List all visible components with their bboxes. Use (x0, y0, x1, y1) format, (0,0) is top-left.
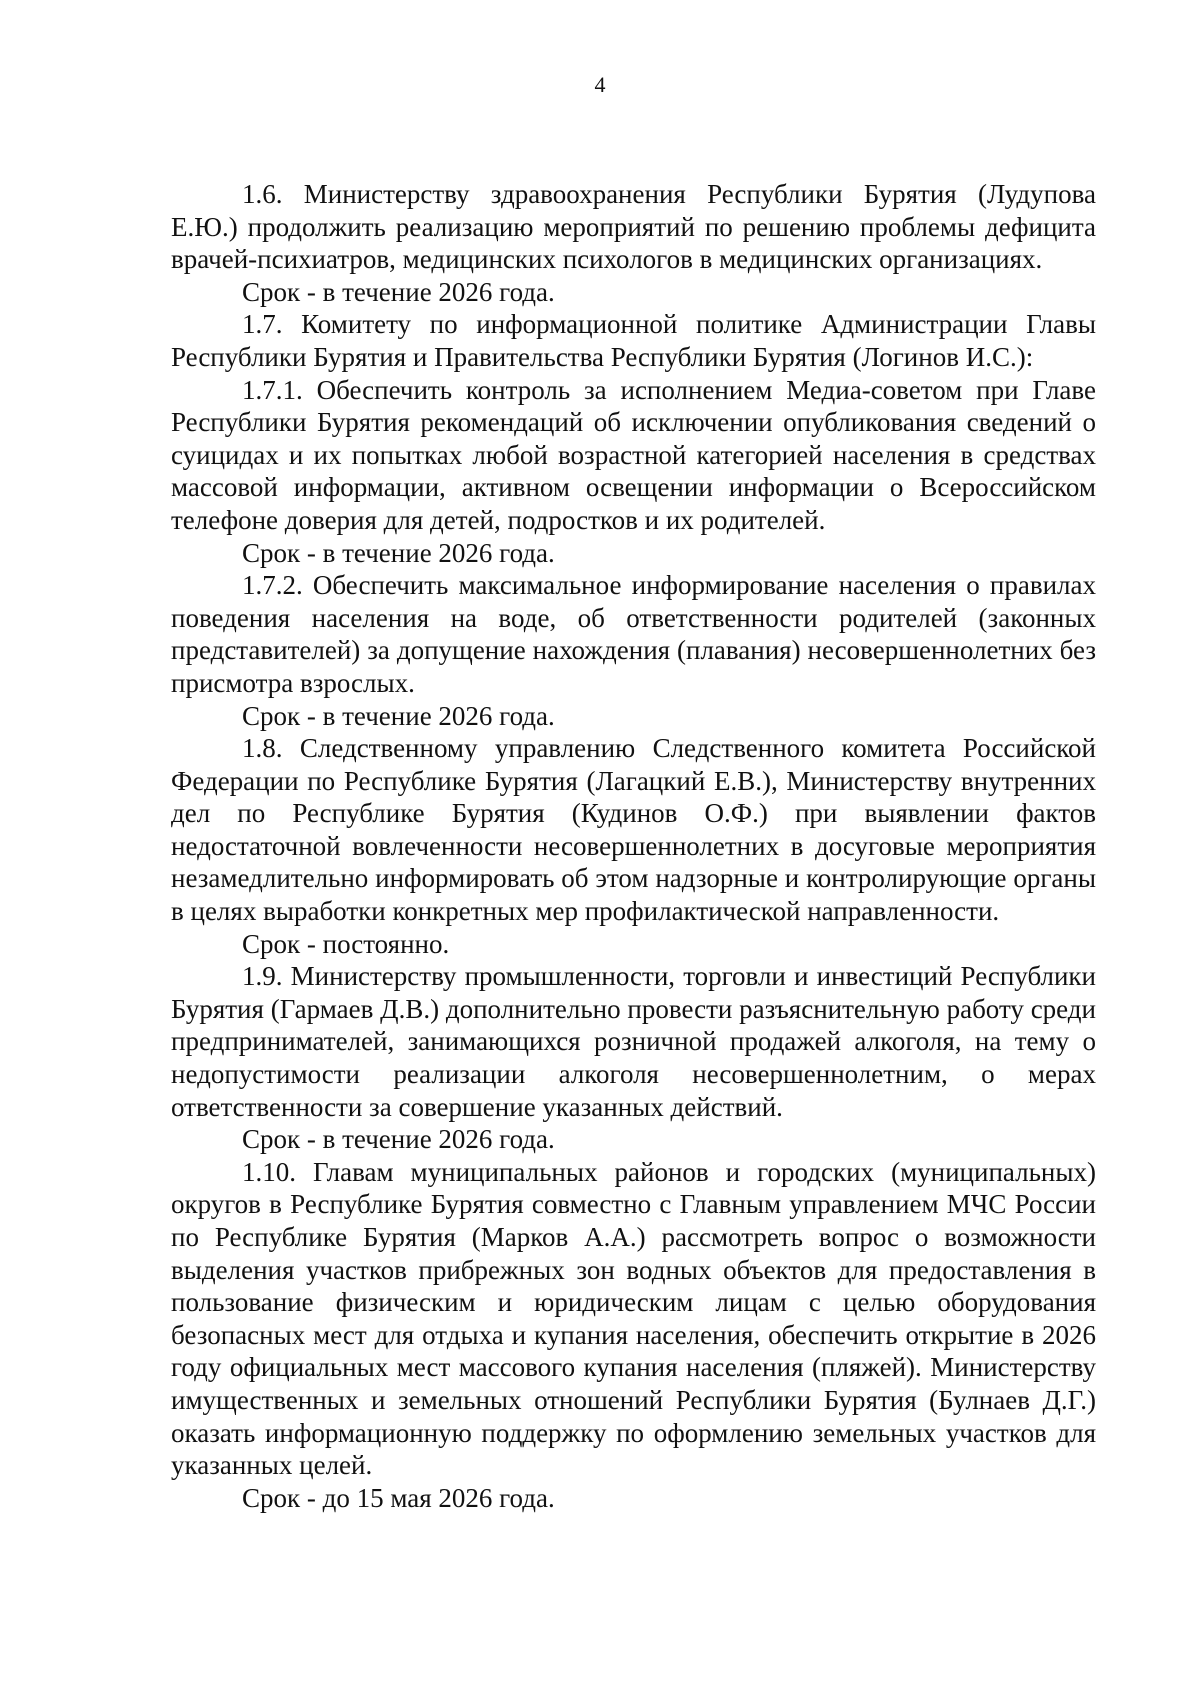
deadline-1-10: Срок - до 15 мая 2026 года. (242, 1482, 555, 1513)
deadline-1-7-1: Срок - в течение 2026 года. (242, 537, 555, 568)
deadline-1-9: Срок - в течение 2026 года. (242, 1124, 555, 1155)
page-number: 4 (594, 72, 606, 97)
document-body (171, 178, 1096, 1514)
paragraph-1-10: 1.10. Главам муниципальных районов и городских (муниципальных) округов в Республике Бурятия совместно с Главным управлением МЧС России по Республике Бурятия (Марков А.А.) рассмотреть вопрос о возможности выделения участков прибрежных зон водных объектов для предоставления в пользование физическим и юридическим лицам с целью оборудования безопасных мест для отдыха и купания населения, обеспечить открытие в 2026 году официальных мест массового купания населения (пляжей). Министерству имущественных и земельных отношений Республики Бурятия (Булнаев Д.Г.) оказать информационную поддержку по оформлению земельных участков для указанных целей. (171, 1156, 1096, 1481)
deadline-1-6: Срок - в течение 2026 года. (242, 276, 555, 307)
paragraph-1-7: 1.7. Комитету по информационной политике Администрации Главы Республики Бурятия и Правительства Республики Бурятия (Логинов И.С.): (171, 309, 1096, 372)
paragraph-1-7-1: 1.7.1. Обеспечить контроль за исполнением Медиа-советом при Главе Республики Бурятия рекомендаций об исключении опубликования сведений о суицидах и их попытках любой возрастной категорией населения в средствах массовой информации, активном освещении информации о Всероссийском телефоне доверия для детей, подростков и их родителей. (171, 374, 1096, 535)
paragraph-1-6: 1.6. Министерству здравоохранения Республики Бурятия (Лудупова Е.Ю.) продолжить реализацию мероприятий по решению проблемы дефицита врачей-психиатров, медицинских психологов в медицинских организациях. (171, 179, 1096, 275)
paragraph-1-9: 1.9. Министерству промышленности, торговли и инвестиций Республики Бурятия (Гармаев Д.В.) дополнительно провести разъяснительную работу среди предпринимателей, занимающихся розничной продажей алкоголя, на тему о недопустимости реализации алкоголя несовершеннолетним, о мерах ответственности за совершение указанных действий. (171, 961, 1096, 1122)
deadline-1-7-2: Срок - в течение 2026 года. (242, 700, 555, 731)
paragraph-1-7-2: 1.7.2. Обеспечить максимальное информирование населения о правилах поведения населения на воде, об ответственности родителей (законных представителей) за допущение нахождения (плавания) несовершеннолетних без присмотра взрослых. (171, 570, 1096, 698)
deadline-1-8: Срок - постоянно. (242, 928, 450, 959)
paragraph-1-8: 1.8. Следственному управлению Следственного комитета Российской Федерации по Республике Бурятия (Лагацкий Е.В.), Министерству внутренних дел по Республике Бурятия (Кудинов О.Ф.) при выявлении фактов недостаточной вовлеченности несовершеннолетних в досуговые мероприятия незамедлительно информировать об этом надзорные и контролирующие органы в целях выработки конкретных мер профилактической направленности. (171, 733, 1096, 927)
